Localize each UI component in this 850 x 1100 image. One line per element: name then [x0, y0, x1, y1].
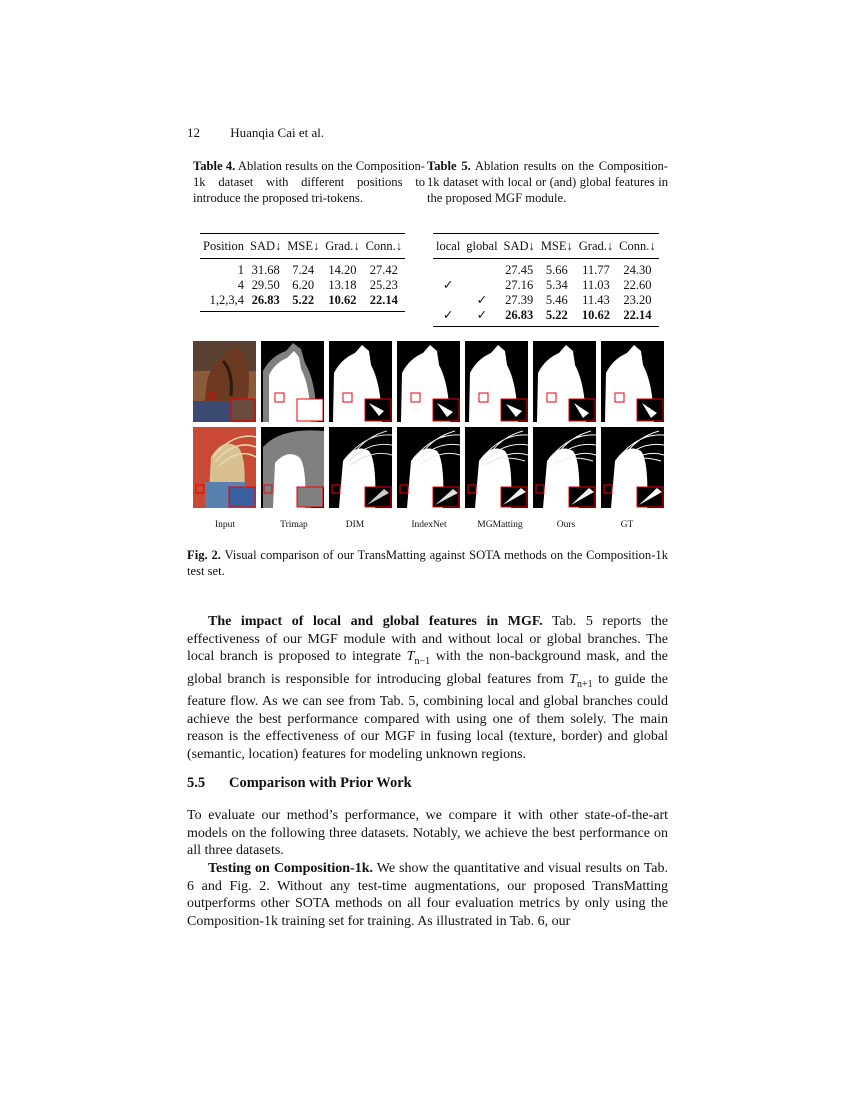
paragraph-heading: The impact of local and global features in MGF.	[208, 614, 543, 629]
table4	[200, 233, 405, 312]
table-cell: 11.77	[582, 263, 610, 277]
section-title: Comparison with Prior Work	[229, 775, 412, 791]
figure-column-label: DIM	[345, 520, 365, 530]
figure-image-dim-horse	[329, 341, 392, 422]
table-cell: 29.50	[251, 278, 280, 292]
table-cell: 7.24	[292, 263, 315, 277]
table-cell: 1,2,3,4	[200, 293, 247, 312]
table5-header-cell: MSE↓	[538, 234, 576, 259]
figure-image-indexnet-hair	[397, 427, 460, 508]
table5-header-cell: Grad.↓	[576, 234, 616, 259]
page-number: 12	[187, 125, 200, 140]
table-row	[433, 259, 659, 279]
table-cell: 10.62	[322, 293, 362, 312]
table-cell: 1	[237, 263, 244, 277]
check-mark: ✓	[463, 308, 500, 327]
figure-image-dim-hair	[329, 427, 392, 508]
table4-caption	[193, 158, 425, 206]
check-mark: ✓	[476, 293, 488, 307]
table-cell: 24.30	[623, 263, 652, 277]
table4-header-row	[200, 234, 405, 259]
table-cell: 5.34	[545, 278, 568, 292]
paragraph-testing	[187, 860, 668, 930]
figure2-caption	[187, 547, 668, 579]
table-row	[433, 278, 659, 293]
table-cell: 5.22	[284, 293, 322, 312]
table-row	[200, 293, 405, 312]
table-cell: 27.39	[505, 293, 534, 307]
table5-caption-text: Ablation results on the Composition-1k dataset with local or (and) global features in the proposed MGF module.	[427, 159, 668, 205]
figure-image-indexnet-horse	[397, 341, 460, 422]
table-cell: 27.45	[505, 263, 534, 277]
check-mark	[463, 259, 500, 279]
table4-caption-text: Ablation results on the Composition-1k dataset with different positions to introduce the proposed tri-tokens.	[193, 159, 425, 205]
table5	[433, 233, 659, 327]
figure2-caption-text: Visual comparison of our TransMatting against SOTA methods on the Composition-1k test set.	[187, 548, 669, 578]
figure-column-label: GT	[620, 520, 634, 530]
paragraph-intro: To evaluate our method’s performance, we compare it with other state-of-the-art models on the following three datasets. Notably, we achieve the best performance on all three datasets.	[187, 808, 668, 859]
table-cell: 11.03	[582, 278, 610, 292]
table-cell: 22.14	[616, 308, 658, 327]
paragraph-mgf	[187, 613, 668, 763]
figure-image-mgmatting-hair	[465, 427, 528, 508]
paragraph-text: We show the quantitative and visual results on Tab. 6 and Fig. 2. Without any test-time augmentations, our proposed TransMatting outperforms other SOTA methods on all four evaluation metrics by only using the Composition-1k training set for training. As illustrated in Tab. 6, our	[187, 861, 668, 929]
figure-column-label: MGMatting	[477, 520, 523, 530]
figure-column-label: Input	[214, 520, 236, 530]
table-cell: 26.83	[501, 308, 538, 327]
table5-caption	[427, 158, 668, 206]
figure-image-ours-hair	[533, 427, 596, 508]
figure-column-label: Trimap	[280, 520, 308, 530]
table-cell: 27.16	[505, 278, 534, 292]
math-symbol: T	[406, 649, 415, 665]
table-cell: 11.43	[582, 293, 610, 307]
table-row	[200, 259, 405, 279]
paragraph-text: Tab. 5 reports the effectiveness of our MGF module with and without local or global branches. The local branch is proposed to integrate	[187, 614, 669, 665]
table5-header-cell: Conn.↓	[616, 234, 658, 259]
table-cell: 27.42	[369, 263, 398, 277]
math-subscript: n+1	[577, 678, 593, 690]
table5-caption-label: Table 5.	[427, 159, 471, 173]
table5-header-cell: local	[433, 234, 463, 259]
figure-image-mgmatting-horse	[465, 341, 528, 422]
table-cell: 25.23	[369, 278, 398, 292]
math-subscript: n−1	[414, 655, 431, 667]
figure-column-label: IndexNet	[411, 520, 447, 530]
figure2-grid	[193, 341, 668, 516]
figure2-caption-label: Fig. 2.	[187, 548, 221, 562]
table4-header-cell: Grad.↓	[322, 234, 362, 259]
table4-header-cell: SAD↓	[247, 234, 284, 259]
figure-image-trimap-horse	[261, 341, 324, 422]
figure-image-trimap-hair	[261, 427, 324, 508]
table-cell: 26.83	[247, 293, 284, 312]
table4-caption-label: Table 4.	[193, 159, 236, 173]
table-row	[433, 308, 659, 327]
table-row	[433, 293, 659, 308]
section-number: 5.5	[187, 775, 206, 791]
check-mark: ✓	[442, 278, 454, 292]
table-cell: 23.20	[623, 293, 652, 307]
check-mark: ✓	[433, 308, 463, 327]
figure-image-input-hair	[193, 427, 256, 508]
check-mark	[463, 278, 500, 293]
table-cell: 4	[237, 278, 244, 292]
figure-column-label: Ours	[556, 520, 576, 530]
paragraph-text: to guide the feature flow. As we can see from Tab. 5, combining local and global branches could achieve the best performance compared with using one of them solely. The main reason is the effectiveness of our MGF in fusing local (texture, border) and global (semantic, location) features for modeling unknown regions.	[187, 671, 668, 762]
table5-header-cell: SAD↓	[501, 234, 538, 259]
figure-image-input-horse	[193, 341, 256, 422]
paragraph-heading: Testing on Composition-1k.	[208, 861, 374, 876]
paragraph-text: with the non-background mask, and the global branch is responsible for introducing global features from	[187, 649, 668, 687]
figure-image-ours-horse	[533, 341, 596, 422]
table-cell: 5.22	[538, 308, 576, 327]
table4-header-cell: Position	[200, 234, 247, 259]
table4-header-cell: Conn.↓	[363, 234, 405, 259]
table-cell: 13.18	[328, 278, 357, 292]
table4-header-cell: MSE↓	[284, 234, 322, 259]
figure-image-gt-hair	[601, 427, 664, 508]
table-cell: 31.68	[251, 263, 280, 277]
math-symbol: T	[569, 671, 578, 687]
section-heading	[187, 775, 412, 792]
table5-header-row	[433, 234, 659, 259]
table-cell: 5.66	[545, 263, 568, 277]
table5-header-cell: global	[463, 234, 500, 259]
table-cell: 6.20	[292, 278, 315, 292]
table-cell: 22.60	[623, 278, 652, 292]
figure-image-gt-horse	[601, 341, 664, 422]
running-authors: Huanqia Cai et al.	[230, 125, 325, 140]
check-mark	[433, 293, 463, 308]
table-cell: 14.20	[328, 263, 357, 277]
running-header	[187, 125, 324, 141]
check-mark	[433, 259, 463, 279]
table-cell: 5.46	[545, 293, 568, 307]
table-cell: 22.14	[363, 293, 405, 312]
table-row	[200, 278, 405, 293]
table-cell: 10.62	[576, 308, 616, 327]
